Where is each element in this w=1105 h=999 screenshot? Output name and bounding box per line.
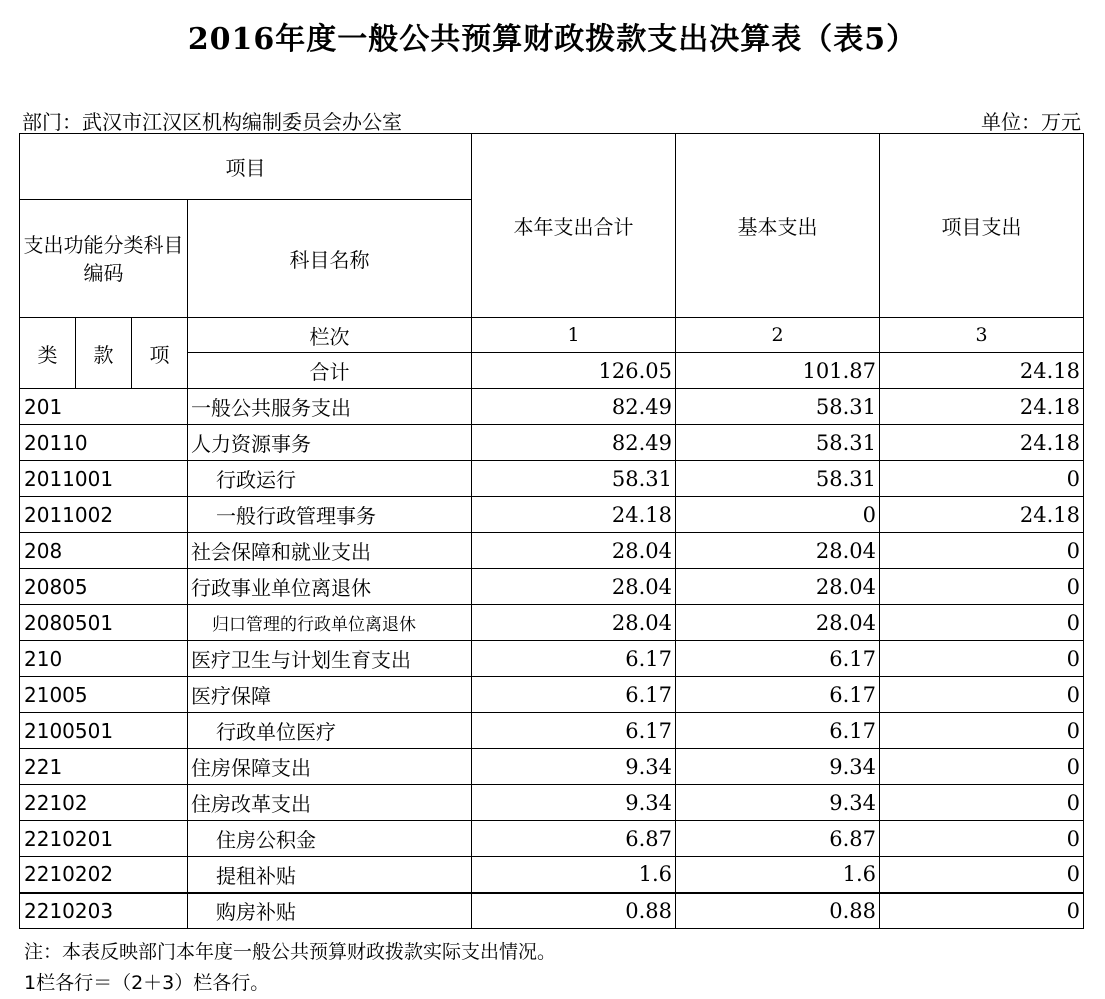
header-total: 本年支出合计 [472, 134, 676, 318]
header-subject-name: 科目名称 [188, 200, 472, 318]
row-total: 0.88 [472, 893, 676, 929]
row-project: 0 [880, 641, 1084, 677]
row-basic: 28.04 [676, 533, 880, 569]
row-code: 20110 [20, 425, 188, 461]
table-note: 注：本表反映部门本年度一般公共预算财政拨款实际支出情况。 [24, 941, 557, 963]
row-name: 归口管理的行政单位离退休 [188, 605, 472, 641]
row-total: 6.17 [472, 677, 676, 713]
table-row [20, 893, 1084, 929]
row-name: 一般行政管理事务 [188, 497, 472, 533]
row-code: 2100501 [20, 713, 188, 749]
row-project: 0 [880, 821, 1084, 857]
table-row [20, 497, 1084, 533]
header-basic: 基本支出 [676, 134, 880, 318]
table-row [20, 821, 1084, 857]
row-basic: 6.87 [676, 821, 880, 857]
row-basic: 28.04 [676, 605, 880, 641]
column-number-3: 3 [880, 318, 1084, 353]
row-basic: 1.6 [676, 857, 880, 893]
table-row [20, 569, 1084, 605]
row-total: 24.18 [472, 497, 676, 533]
row-name: 住房改革支出 [188, 785, 472, 821]
header-row-1 [20, 134, 1084, 200]
header-lanci: 栏次 [188, 318, 472, 353]
row-name: 提租补贴 [188, 857, 472, 893]
row-project: 0 [880, 569, 1084, 605]
row-total: 9.34 [472, 749, 676, 785]
row-code: 201 [20, 389, 188, 425]
table-row [20, 425, 1084, 461]
row-basic: 58.31 [676, 461, 880, 497]
row-code: 20805 [20, 569, 188, 605]
row-project: 0 [880, 461, 1084, 497]
row-name: 医疗卫生与计划生育支出 [188, 641, 472, 677]
row-name: 行政事业单位离退休 [188, 569, 472, 605]
row-name: 医疗保障 [188, 677, 472, 713]
row-total: 82.49 [472, 389, 676, 425]
row-total: 28.04 [472, 605, 676, 641]
table-row [20, 857, 1084, 893]
row-project: 0 [880, 785, 1084, 821]
row-code: 2210201 [20, 821, 188, 857]
row-basic: 0.88 [676, 893, 880, 929]
row-project: 0 [880, 749, 1084, 785]
row-basic: 6.17 [676, 713, 880, 749]
table-note: 1栏各行＝（2＋3）栏各行。 [24, 972, 270, 994]
row-name: 社会保障和就业支出 [188, 533, 472, 569]
table-row [20, 677, 1084, 713]
row-total: 6.17 [472, 713, 676, 749]
row-total: 28.04 [472, 569, 676, 605]
row-basic: 6.17 [676, 677, 880, 713]
row-basic: 9.34 [676, 749, 880, 785]
row-code: 2210203 [20, 893, 188, 929]
department-label: 部门：武汉市江汉区机构编制委员会办公室 [22, 110, 402, 134]
row-basic: 28.04 [676, 569, 880, 605]
row-code: 2011001 [20, 461, 188, 497]
row-total: 9.34 [472, 785, 676, 821]
row-project: 0 [880, 605, 1084, 641]
row-basic: 58.31 [676, 425, 880, 461]
row-code: 2080501 [20, 605, 188, 641]
header-func-code: 支出功能分类科目编码 [20, 200, 188, 318]
row-name: 行政单位医疗 [188, 713, 472, 749]
row-code: 22102 [20, 785, 188, 821]
total-basic: 101.87 [676, 353, 880, 389]
table-row [20, 461, 1084, 497]
row-name: 购房补贴 [188, 893, 472, 929]
row-project: 24.18 [880, 389, 1084, 425]
row-code: 21005 [20, 677, 188, 713]
row-code: 221 [20, 749, 188, 785]
table-row [20, 641, 1084, 677]
total-sum: 126.05 [472, 353, 676, 389]
unit-label: 单位：万元 [981, 110, 1081, 134]
row-total: 6.87 [472, 821, 676, 857]
row-project: 24.18 [880, 425, 1084, 461]
header-lei: 类 [20, 318, 76, 389]
table-row [20, 713, 1084, 749]
row-name: 人力资源事务 [188, 425, 472, 461]
row-basic: 0 [676, 497, 880, 533]
row-project: 0 [880, 533, 1084, 569]
row-basic: 6.17 [676, 641, 880, 677]
row-code: 210 [20, 641, 188, 677]
row-code: 2011002 [20, 497, 188, 533]
page-title: 2016年度一般公共预算财政拨款支出决算表（表5） [187, 22, 918, 57]
row-code: 2210202 [20, 857, 188, 893]
row-project: 24.18 [880, 497, 1084, 533]
row-name: 住房公积金 [188, 821, 472, 857]
row-basic: 58.31 [676, 389, 880, 425]
row-name: 一般公共服务支出 [188, 389, 472, 425]
column-number-1: 1 [472, 318, 676, 353]
header-row-lanci [20, 318, 1084, 353]
header-project: 项目支出 [880, 134, 1084, 318]
total-project: 24.18 [880, 353, 1084, 389]
table-row [20, 605, 1084, 641]
header-kuan: 款 [76, 318, 132, 389]
row-project: 0 [880, 677, 1084, 713]
header-item: 项目 [20, 134, 472, 200]
header-xiang: 项 [132, 318, 188, 389]
table-row [20, 389, 1084, 425]
row-project: 0 [880, 893, 1084, 929]
table-row [20, 533, 1084, 569]
row-project: 0 [880, 713, 1084, 749]
row-project: 0 [880, 857, 1084, 893]
total-label: 合计 [188, 353, 472, 389]
column-number-2: 2 [676, 318, 880, 353]
row-name: 行政运行 [188, 461, 472, 497]
row-total: 6.17 [472, 641, 676, 677]
row-code: 208 [20, 533, 188, 569]
table-row [20, 749, 1084, 785]
row-basic: 9.34 [676, 785, 880, 821]
row-total: 82.49 [472, 425, 676, 461]
row-total: 28.04 [472, 533, 676, 569]
row-total: 58.31 [472, 461, 676, 497]
table-row [20, 785, 1084, 821]
expenditure-table [19, 133, 1084, 929]
row-name: 住房保障支出 [188, 749, 472, 785]
row-total: 1.6 [472, 857, 676, 893]
